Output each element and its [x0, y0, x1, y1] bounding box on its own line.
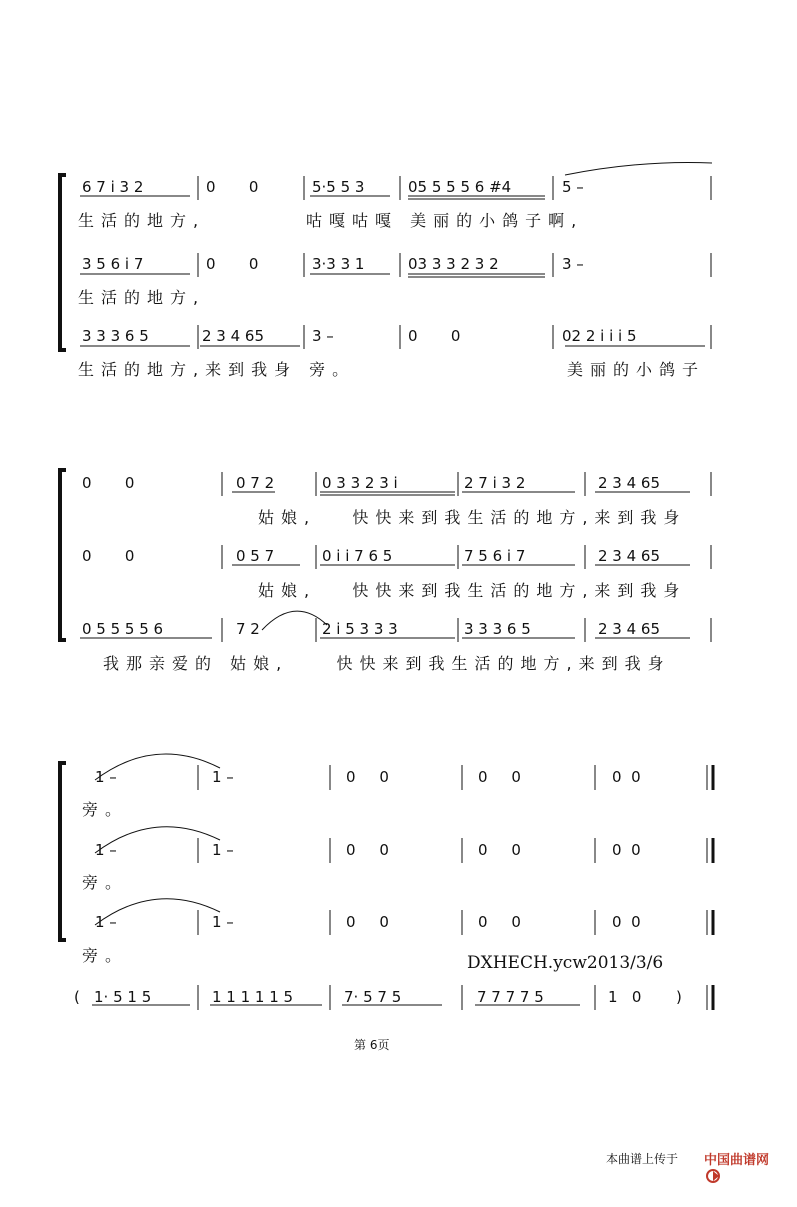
upload-text: 本曲谱上传于 — [606, 1152, 679, 1166]
accomp-measure-4: 7 7 7 7 5 — [477, 988, 544, 1006]
accomp-measure-5: 1 0 — [608, 988, 642, 1006]
s3-v3-measure-5: 0 0 — [612, 913, 641, 931]
s3-v3-measure-4: 0 0 — [478, 913, 521, 931]
s2-v2-measure-1: 0 0 — [82, 547, 135, 565]
v2-measure-1: 3 5 6 i 7 — [82, 255, 144, 273]
s3-v2-measure-5: 0 0 — [612, 841, 641, 859]
s3-v2-measure-2: 1 – — [212, 841, 234, 859]
s3-v2-measure-3: 0 0 — [346, 841, 389, 859]
s2-v1-measure-2: 0 7 2 — [236, 474, 275, 492]
v3-lyric-b: 美丽的小鸽子 — [567, 360, 706, 379]
site-logo[interactable]: 中国曲谱网 — [704, 1153, 770, 1168]
s2-v3-lyric: 我那亲爱的 姑娘, 快快来到我生活的地方,来到我身 — [103, 654, 671, 673]
v2-measure-4: 03 3 3 2 3 2 — [408, 255, 499, 273]
s2-v2-measure-2: 0 5 7 — [236, 547, 275, 565]
v1-lyric-a: 生活的地方, — [78, 211, 206, 230]
accomp-measure-2: 1 1 1 1 1 5 — [212, 988, 294, 1006]
s3-v1-measure-2: 1 – — [212, 768, 234, 786]
v2-measure-5: 3 – — [562, 255, 584, 273]
page-number: 第 6页 — [354, 1038, 390, 1052]
v3-measure-5: 02 2 i i i 5 — [562, 327, 637, 345]
v3-lyric-a: 生活的地方,来到我身 旁。 — [78, 360, 356, 379]
v1-measure-4: 05 5 5 5 6 #4 — [408, 178, 512, 196]
s2-v3-measure-5: 2 3 4 65 — [598, 620, 661, 638]
v3-measure-3: 3 – — [312, 327, 334, 345]
s2-v3-measure-2: 7 2 — [236, 620, 260, 638]
music-site-logo-icon — [685, 1149, 703, 1165]
accomp-open-paren: ( — [74, 988, 80, 1006]
v1-measure-2: 0 0 — [206, 178, 259, 196]
s3-v1-measure-1: 1 – — [95, 768, 117, 786]
s3-v2-lyric: 旁。 — [82, 873, 129, 892]
s2-v2-lyric: 姑娘, 快快来到我生活的地方,来到我身 — [258, 581, 687, 600]
s2-v2-measure-3: 0 i i 7 6 5 — [322, 547, 393, 565]
v1-lyric-b: 咕嘎咕嘎 美丽的小鸽子啊, — [306, 211, 584, 230]
v1-measure-1: 6 7 i 3 2 — [82, 178, 144, 196]
s3-v1-measure-5: 0 0 — [612, 768, 641, 786]
arranger-credit: DXHECH.ycw2013/3/6 — [467, 953, 664, 973]
accomp-close-paren: ) — [676, 988, 682, 1006]
v1-measure-5: 5 – — [562, 178, 584, 196]
v3-measure-4: 0 0 — [408, 327, 461, 345]
accomp-measure-1: 1· 5 1 5 — [94, 988, 152, 1006]
s3-v1-measure-3: 0 0 — [346, 768, 389, 786]
s2-v1-measure-4: 2 7 i 3 2 — [464, 474, 526, 492]
s3-v3-lyric: 旁。 — [82, 946, 129, 965]
s2-v1-measure-1: 0 0 — [82, 474, 135, 492]
v2-lyric-a: 生活的地方, — [78, 288, 206, 307]
s3-v1-lyric: 旁。 — [82, 800, 129, 819]
accomp-measure-3: 7· 5 7 5 — [344, 988, 402, 1006]
s2-v1-measure-5: 2 3 4 65 — [598, 474, 661, 492]
v2-measure-2: 0 0 — [206, 255, 259, 273]
v2-measure-3: 3·3 3 1 — [312, 255, 365, 273]
s3-v3-measure-1: 1 – — [95, 913, 117, 931]
s3-v3-measure-2: 1 – — [212, 913, 234, 931]
s2-v1-measure-3: 0 3 3 2 3 i — [322, 474, 398, 492]
s2-v3-measure-4: 3 3 3 6 5 — [464, 620, 531, 638]
s3-v3-measure-3: 0 0 — [346, 913, 389, 931]
s2-v2-measure-4: 7 5 6 i 7 — [464, 547, 526, 565]
v3-measure-2: 2 3 4 65 — [202, 327, 265, 345]
s3-v2-measure-4: 0 0 — [478, 841, 521, 859]
s2-v1-lyric: 姑娘, 快快来到我生活的地方,来到我身 — [258, 508, 687, 527]
s2-v3-measure-1: 0 5 5 5 5 6 — [82, 620, 164, 638]
s2-v2-measure-5: 2 3 4 65 — [598, 547, 661, 565]
v1-measure-3: 5·5 5 3 — [312, 178, 365, 196]
s3-v1-measure-4: 0 0 — [478, 768, 521, 786]
s3-v2-measure-1: 1 – — [95, 841, 117, 859]
s2-v3-measure-3: 2 i 5 3 3 3 — [322, 620, 398, 638]
v3-measure-1: 3 3 3 6 5 — [82, 327, 149, 345]
